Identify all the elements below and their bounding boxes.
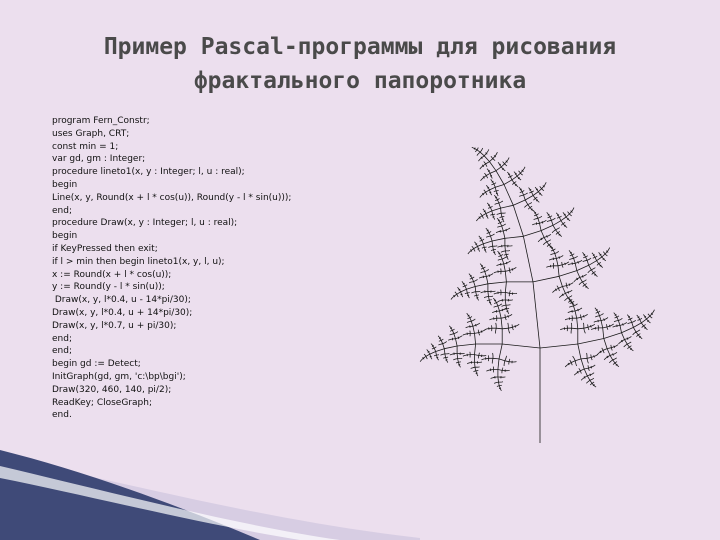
code-line: const min = 1; bbox=[52, 141, 119, 152]
code-line: x := Round(x + l * cos(u)); bbox=[52, 269, 172, 280]
code-line: Draw(x, y, l*0.4, u + 14*pi/30); bbox=[52, 307, 193, 318]
code-line: end; bbox=[52, 333, 72, 344]
code-line: end; bbox=[52, 205, 72, 216]
code-line: procedure Draw(x, y : Integer; l, u : real); bbox=[52, 218, 238, 229]
code-line: end; bbox=[52, 346, 72, 357]
code-line: program Fern_Constr; bbox=[52, 116, 150, 126]
slide-title-line-2: фрактального папоротника bbox=[193, 68, 527, 94]
code-line: Draw(x, y, l*0.4, u - 14*pi/30); bbox=[52, 295, 191, 306]
code-line: y := Round(y - l * sin(u)); bbox=[52, 282, 165, 293]
code-line: if KeyPressed then exit; bbox=[52, 243, 158, 254]
code-line: InitGraph(gd, gm, 'c:\bp\bgi'); bbox=[52, 371, 186, 382]
code-line: begin bbox=[52, 231, 78, 242]
code-line: end. bbox=[52, 410, 72, 421]
fern-branches bbox=[420, 147, 654, 443]
pascal-code-listing bbox=[52, 115, 372, 422]
code-line: procedure lineto1(x, y : Integer; l, u : real); bbox=[52, 167, 245, 178]
code-line: begin gd := Detect; bbox=[52, 359, 141, 370]
code-line: var gd, gm : Integer; bbox=[52, 154, 146, 165]
code-line: Draw(320, 460, 140, pi/2); bbox=[52, 384, 172, 395]
slide-title-line-1: Пример Pascal-программы для рисования bbox=[103, 34, 617, 60]
slide-title bbox=[0, 30, 720, 98]
code-line: if l > min then begin lineto1(x, y, l, u); bbox=[52, 256, 225, 267]
code-line: uses Graph, CRT; bbox=[52, 128, 130, 139]
code-line: Draw(x, y, l*0.7, u + pi/30); bbox=[52, 320, 177, 331]
code-line: Line(x, y, Round(x + l * cos(u)), Round(y - l * sin(u))); bbox=[52, 192, 292, 203]
code-line: ReadKey; CloseGraph; bbox=[52, 397, 152, 408]
code-line: begin bbox=[52, 179, 78, 190]
fractal-fern-image bbox=[390, 125, 690, 445]
decorative-wave bbox=[0, 440, 720, 540]
